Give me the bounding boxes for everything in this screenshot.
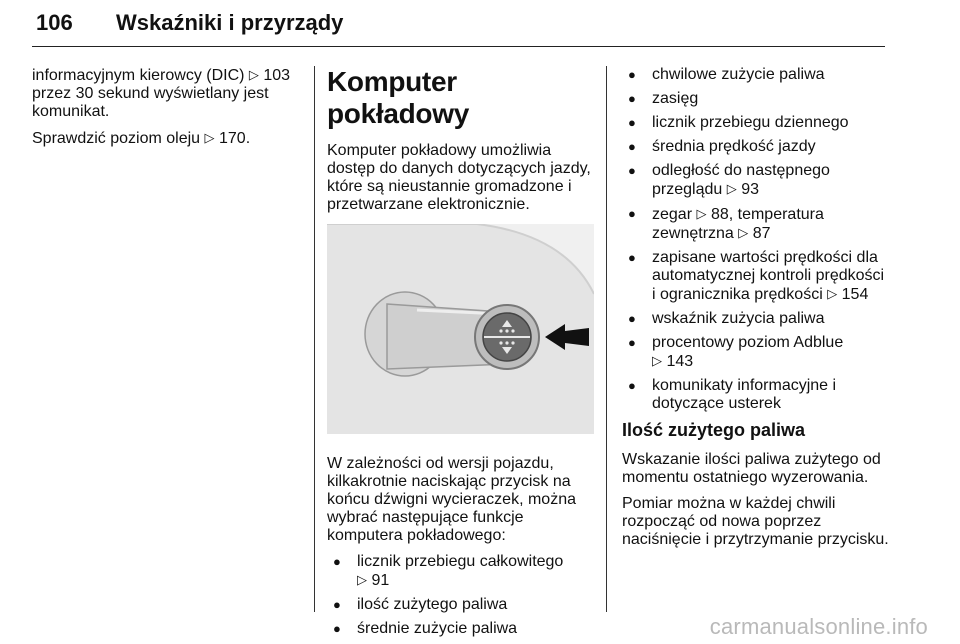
page-reference[interactable]: 143 (666, 353, 694, 370)
page-reference[interactable]: 103 (263, 67, 291, 84)
list-item: ● ilość zużytego paliwa (327, 596, 597, 614)
section-subtitle: Ilość zużytego paliwa (622, 420, 806, 440)
page-reference[interactable]: 93 (741, 181, 759, 198)
reference-arrow-icon: ▷ (652, 353, 662, 368)
list-item: ● średnia prędkość jazdy (622, 138, 890, 156)
function-list (622, 66, 890, 413)
list-item: ● wskaźnik zużycia paliwa (622, 310, 890, 328)
middle-column (327, 66, 597, 644)
chapter-title: Wskaźniki i przyrządy (116, 10, 344, 35)
list-item: ● licznik przebiegu całkowitego ▷ 91 (327, 553, 597, 590)
list-item: ● chwilowe zużycie paliwa (622, 66, 890, 84)
reference-arrow-icon: ▷ (248, 67, 259, 82)
paragraph: W zależności od wersji pojazdu, kilkakrotnie naciskając przycisk na końcu dźwigni wycieraczek, można wybrać następujące funkcje komputera pokładowego: (327, 455, 576, 544)
wiper-lever-illustration (327, 224, 594, 434)
list-item: ● odległość do następnego przeglądu ▷ 93 (622, 162, 890, 199)
paragraph: informacyjnym kierowcy (DIC) ▷ 103 przez 30 sekund wyświetlany jest komunikat. (32, 67, 291, 120)
paragraph: Sprawdzić poziom oleju ▷ 170. (32, 130, 251, 147)
page-reference[interactable]: 87 (752, 225, 771, 242)
reference-arrow-icon: ▷ (738, 225, 749, 240)
list-item: ● zegar ▷ 88, temperatura zewnętrzna ▷ 87 (622, 205, 890, 243)
reference-arrow-icon: ▷ (827, 286, 838, 301)
list-item: ● procentowy poziom Adblue ▷ 143 (622, 334, 890, 371)
left-column (32, 66, 304, 156)
section-title: Komputer pokładowy (327, 66, 469, 129)
watermark: carmanualsonline.info (709, 614, 928, 639)
list-item: ● zapisane wartości prędkości dla automatycznej kontroli prędkości i ogranicznika prędkości ▷ 154 (622, 249, 890, 304)
page-reference[interactable]: 154 (841, 286, 869, 303)
header-rule (32, 46, 885, 47)
reference-arrow-icon: ▷ (726, 181, 737, 196)
reference-arrow-icon: ▷ (357, 572, 367, 587)
page-number: 106 (36, 10, 73, 35)
right-column (622, 66, 890, 557)
list-item: ● średnie zużycie paliwa (327, 620, 597, 638)
page-reference[interactable]: 170 (218, 130, 246, 147)
page-header (32, 2, 885, 48)
intro-paragraph: Komputer pokładowy umożliwia dostęp do danych dotyczących jazdy, które są nieustannie gromadzone i przetwarzane elektronicznie. (327, 142, 591, 213)
paragraph: Pomiar można w każdej chwili rozpocząć od nowa poprzez naciśnięcie i przytrzymanie przycisku. (622, 495, 889, 548)
reference-arrow-icon: ▷ (204, 130, 215, 145)
list-item: ● licznik przebiegu dziennego (622, 114, 890, 132)
list-item: ● zasięg (622, 90, 890, 108)
list-item: ● komunikaty informacyjne i dotyczące usterek (622, 377, 890, 413)
column-divider (606, 66, 607, 612)
reference-arrow-icon: ▷ (696, 206, 707, 221)
page-reference[interactable]: 88 (710, 206, 729, 223)
paragraph: Wskazanie ilości paliwa zużytego od momentu ostatniego wyzerowania. (622, 451, 881, 486)
column-divider (314, 66, 315, 612)
page-reference[interactable]: 91 (371, 572, 390, 589)
